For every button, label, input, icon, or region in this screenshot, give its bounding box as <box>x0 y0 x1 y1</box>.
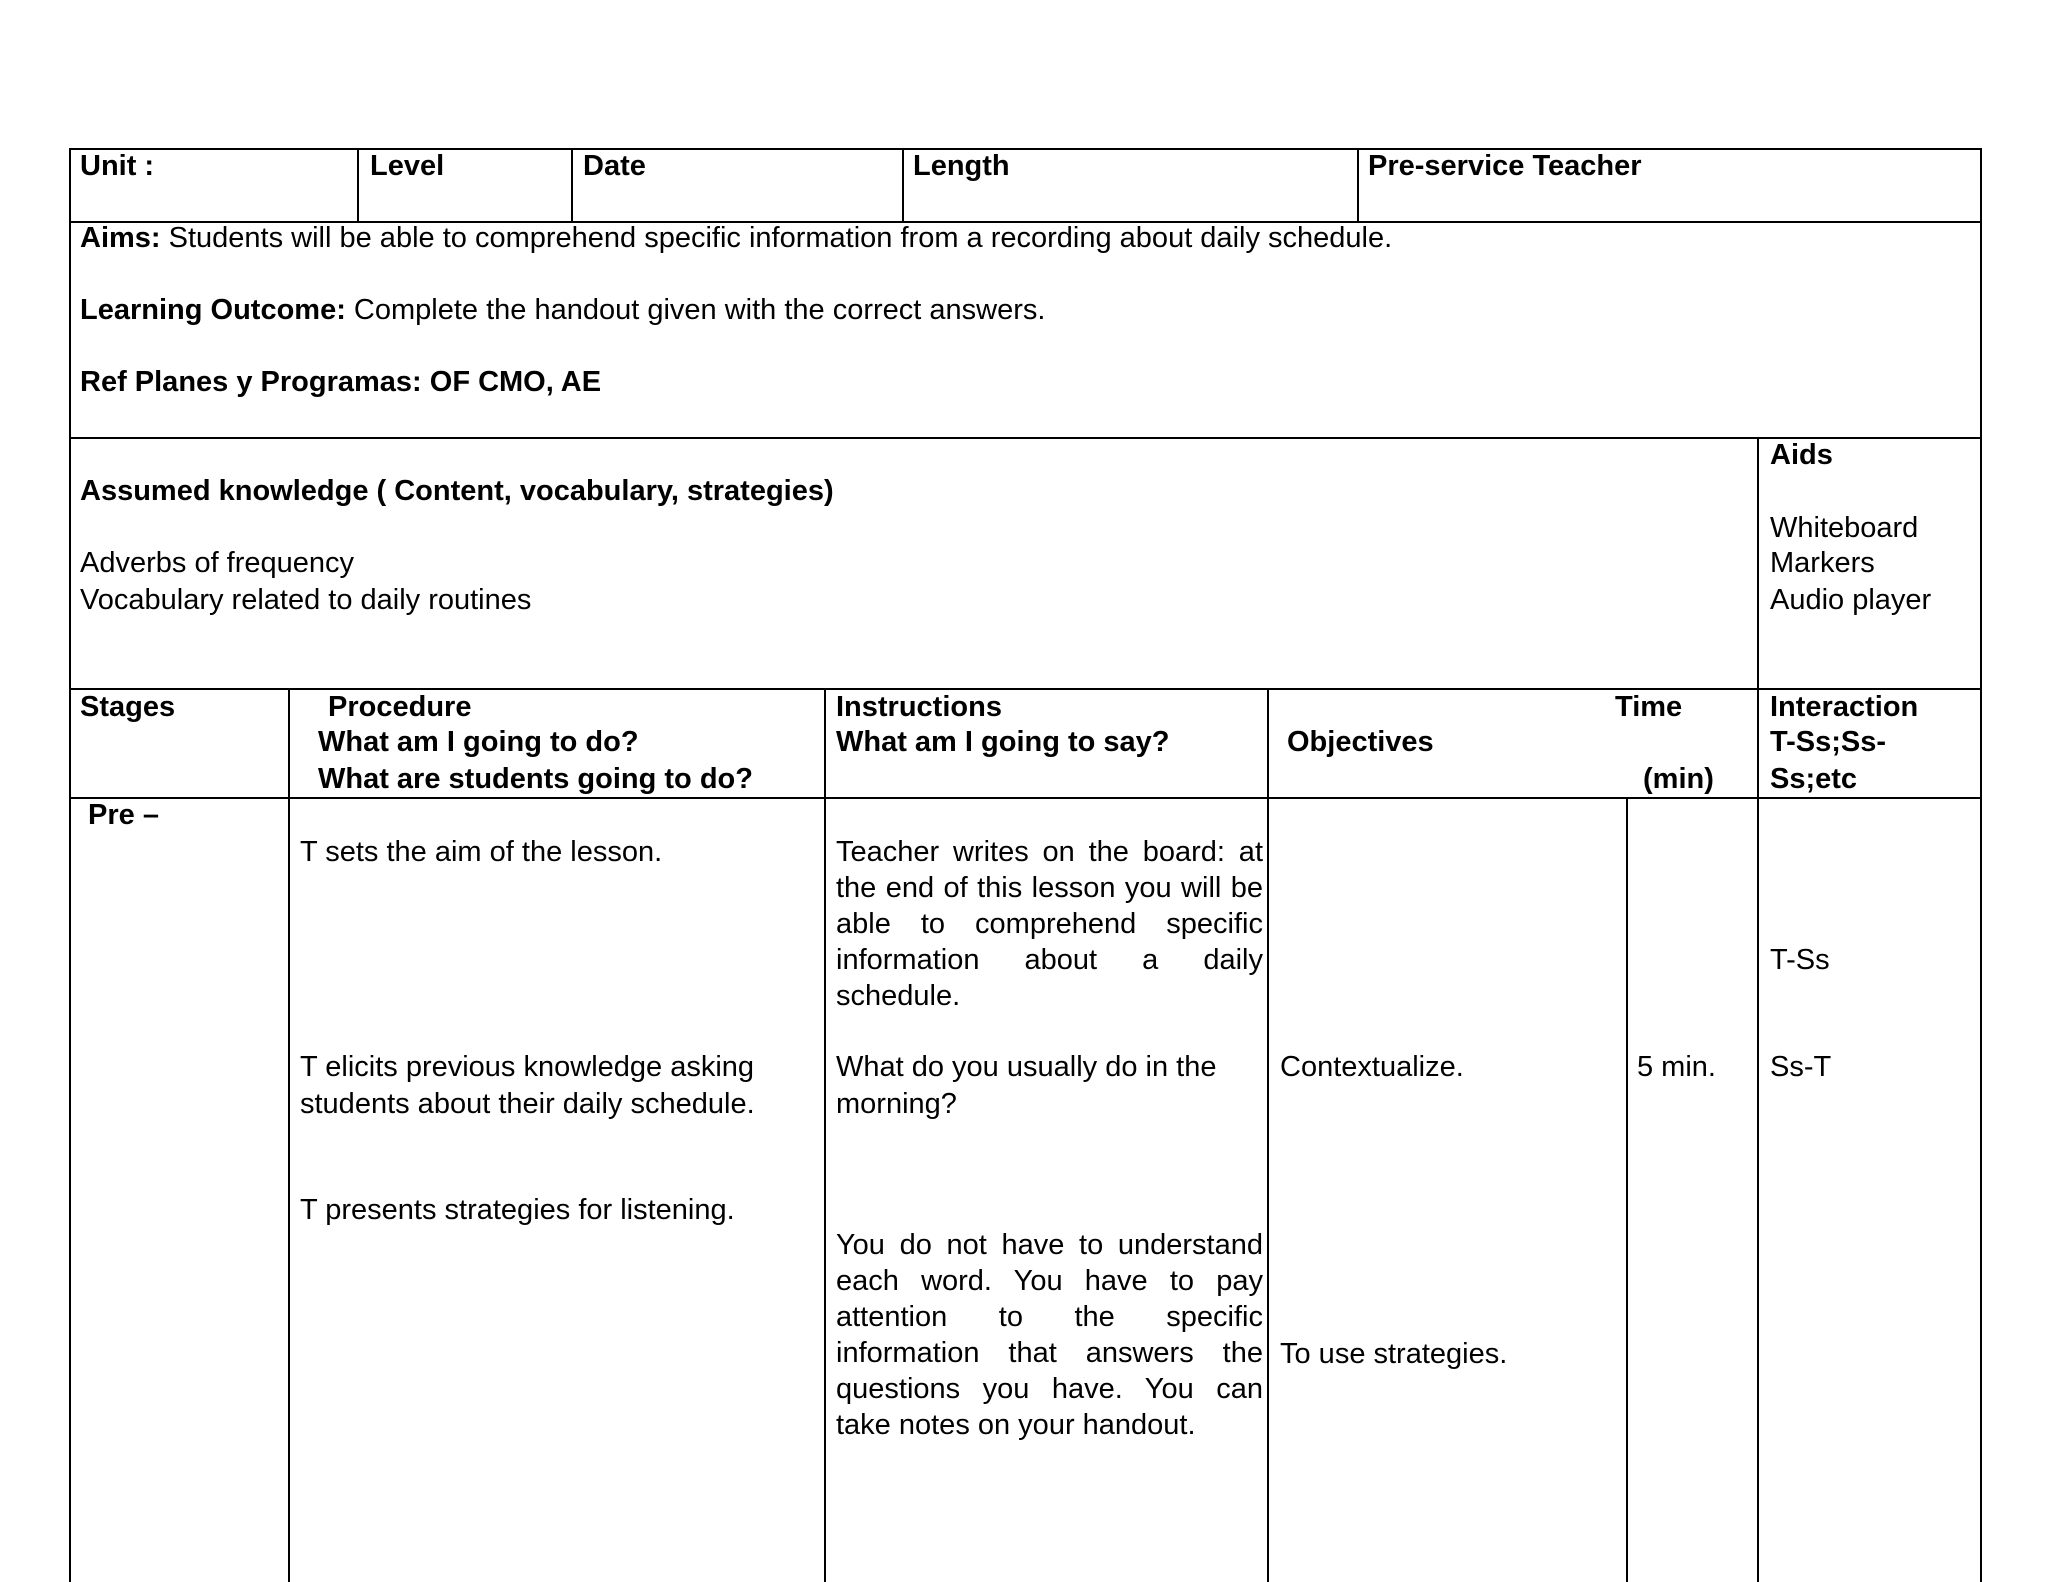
objectives-divider <box>1626 797 1628 1582</box>
header-divider-3 <box>902 148 904 222</box>
interaction-header-line-2: T-Ss;Ss- <box>1770 726 1887 758</box>
objective-text: To use strategies. <box>1280 1338 1508 1370</box>
table-border-top <box>69 148 1982 150</box>
header-divider-4 <box>1357 148 1359 222</box>
outcome-line <box>80 292 1045 328</box>
procedure-question-2: What are students going to do? <box>318 763 753 795</box>
instruction-text-line-2: morning? <box>836 1088 957 1120</box>
stages-divider <box>288 688 290 1582</box>
aids-title: Aids <box>1770 439 1833 471</box>
teacher-label: Pre-service Teacher <box>1368 150 1642 182</box>
stages-header: Stages <box>80 691 176 723</box>
unit-label: Unit : <box>80 150 155 182</box>
instructions-question: What am I going to say? <box>836 726 1170 758</box>
knowledge-title: Assumed knowledge ( Content, vocabulary, strategies) <box>80 475 834 507</box>
interaction-value: T-Ss <box>1770 944 1830 976</box>
objective-text: Contextualize. <box>1280 1051 1464 1083</box>
time-unit: (min) <box>1643 763 1714 795</box>
interaction-value: Ss-T <box>1770 1051 1832 1083</box>
header-divider-1 <box>357 148 359 222</box>
level-label: Level <box>370 150 445 182</box>
table-border-right <box>1980 148 1982 1582</box>
ref-planes-label: Ref Planes y Programas: OF CMO, AE <box>80 366 602 398</box>
knowledge-item: Vocabulary related to daily routines <box>80 584 532 616</box>
procedure-step: T presents strategies for listening. <box>300 1194 735 1226</box>
header-divider-2 <box>571 148 573 222</box>
aids-item: Markers <box>1770 547 1875 579</box>
instruction-text: Teacher writes on the board: at the end of this lesson you will be able to comprehend specific information about a daily schedule. <box>836 836 1263 1012</box>
aims-text: Students will be able to comprehend specific information from a recording about daily schedule. <box>168 222 1393 254</box>
interaction-header-line-3: Ss;etc <box>1770 763 1858 795</box>
instruction-text: What do you usually do in the <box>836 1051 1217 1083</box>
procedure-step: T elicits previous knowledge asking <box>300 1051 755 1083</box>
objectives-header: Objectives <box>1287 726 1434 758</box>
aids-item: Audio player <box>1770 584 1932 616</box>
instruction-text: You do not have to understand each word. You have to pay attention to the specific information that answers the questions you have. You can take notes on your handout. <box>836 1229 1263 1441</box>
table-rule-columns <box>69 797 1982 799</box>
procedure-divider <box>824 688 826 1582</box>
procedure-question-1: What am I going to do? <box>318 726 639 758</box>
time-header: Time <box>1615 691 1683 723</box>
date-label: Date <box>583 150 646 182</box>
table-border-left <box>69 148 71 1582</box>
time-value: 5 min. <box>1637 1051 1716 1083</box>
aids-divider <box>1757 437 1759 1582</box>
outcome-text: Complete the handout given with the correct answers. <box>353 294 1046 326</box>
stage-label: Pre – <box>88 799 159 831</box>
knowledge-item: Adverbs of frequency <box>80 547 355 579</box>
table-rule-aims <box>69 437 1982 439</box>
procedure-step-line-2: students about their daily schedule. <box>300 1088 755 1120</box>
instructions-divider <box>1267 688 1269 1582</box>
outcome-label: Learning Outcome: <box>80 294 346 326</box>
aims-line <box>80 220 1392 256</box>
procedure-header: Procedure <box>328 691 472 723</box>
procedure-step: T sets the aim of the lesson. <box>300 836 663 868</box>
aims-label: Aims: <box>80 222 161 254</box>
interaction-header: Interaction <box>1770 691 1919 723</box>
instructions-header: Instructions <box>836 691 1002 723</box>
length-label: Length <box>913 150 1010 182</box>
aids-item: Whiteboard <box>1770 512 1919 544</box>
